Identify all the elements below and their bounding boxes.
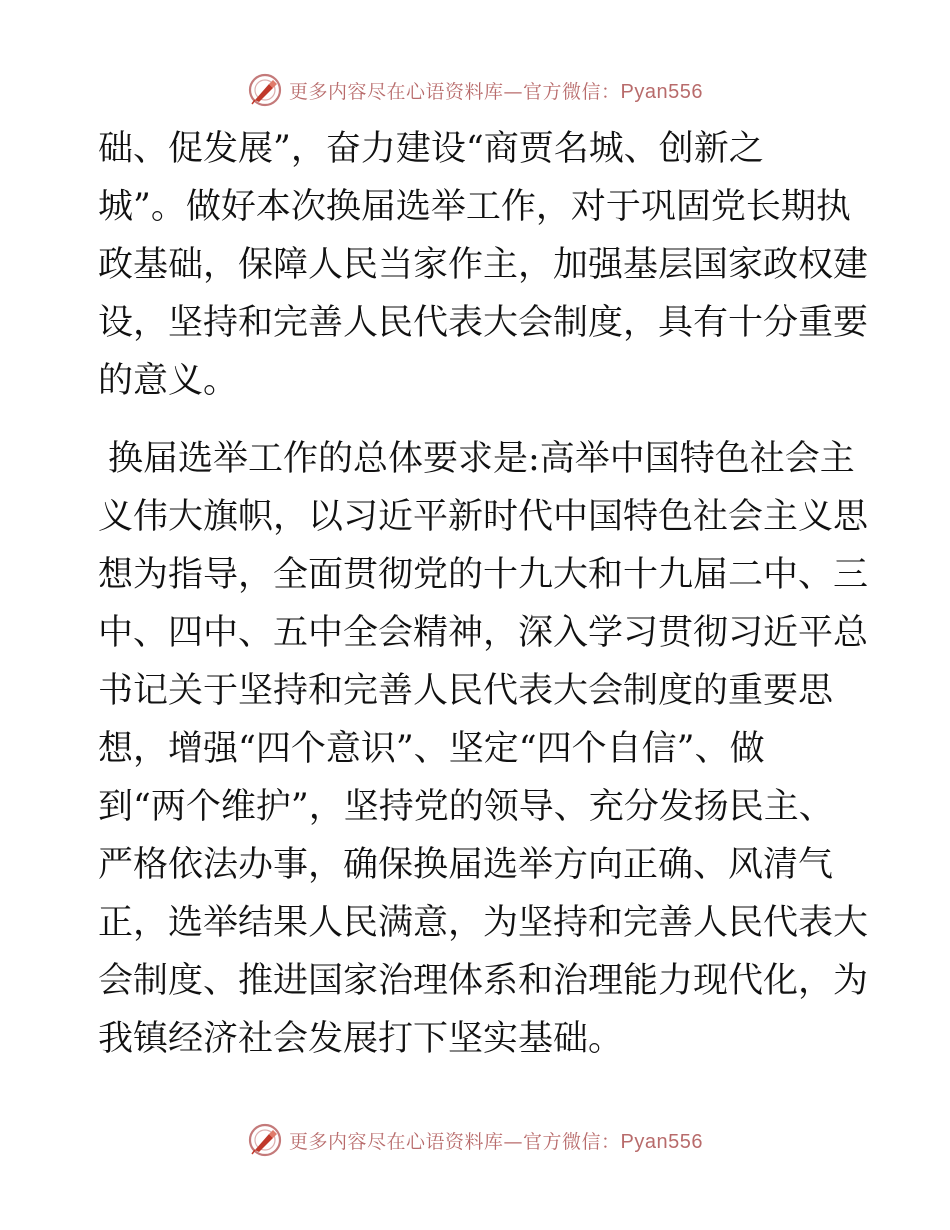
text-line: 想，增强“四个意识”、坚定“四个自信”、做 xyxy=(98,729,765,769)
text-line: 会制度、推进国家治理体系和治理能力现代化，为 xyxy=(98,961,869,1001)
text-line: 义伟大旗帜，以习近平新时代中国特色社会主义思 xyxy=(98,497,869,537)
text-line: 到“两个维护”，坚持党的领导、充分发扬民主、 xyxy=(98,787,834,827)
text-line: 政基础，保障人民当家作主，加强基层国家政权建 xyxy=(98,245,869,285)
watermark-header xyxy=(0,70,950,110)
watermark-text: 更多内容尽在心语资料库—官方微信：Pyan556 xyxy=(289,80,703,103)
text-line: 我镇经济社会发展打下坚实基础。 xyxy=(98,1019,624,1059)
text-line: 书记关于坚持和完善人民代表大会制度的重要思 xyxy=(98,671,834,711)
paragraph-2 xyxy=(98,430,869,1068)
text-line: 严格依法办事，确保换届选举方向正确、风清气 xyxy=(98,845,834,885)
text-line: 设，坚持和完善人民代表大会制度，具有十分重要 xyxy=(98,303,869,343)
text-line: 换届选举工作的总体要求是:高举中国特色社会主 xyxy=(108,439,855,479)
watermark-text: 更多内容尽在心语资料库—官方微信：Pyan556 xyxy=(289,1130,703,1153)
document-body xyxy=(98,120,869,1068)
pen-logo-icon xyxy=(247,1122,283,1158)
text-line: 正，选举结果人民满意，为坚持和完善人民代表大 xyxy=(98,903,869,943)
text-line: 础、促发展”，奋力建设“商贾名城、创新之 xyxy=(98,129,764,169)
text-line: 中、四中、五中全会精神，深入学习贯彻习近平总 xyxy=(98,613,869,653)
pen-logo-icon xyxy=(247,72,283,108)
text-line: 想为指导，全面贯彻党的十九大和十九届二中、三 xyxy=(98,555,869,595)
text-line: 的意义。 xyxy=(98,361,239,401)
paragraph-1 xyxy=(98,120,869,410)
watermark-footer xyxy=(0,1120,950,1160)
text-line: 城”。做好本次换届选举工作，对于巩固党长期执 xyxy=(98,187,851,227)
